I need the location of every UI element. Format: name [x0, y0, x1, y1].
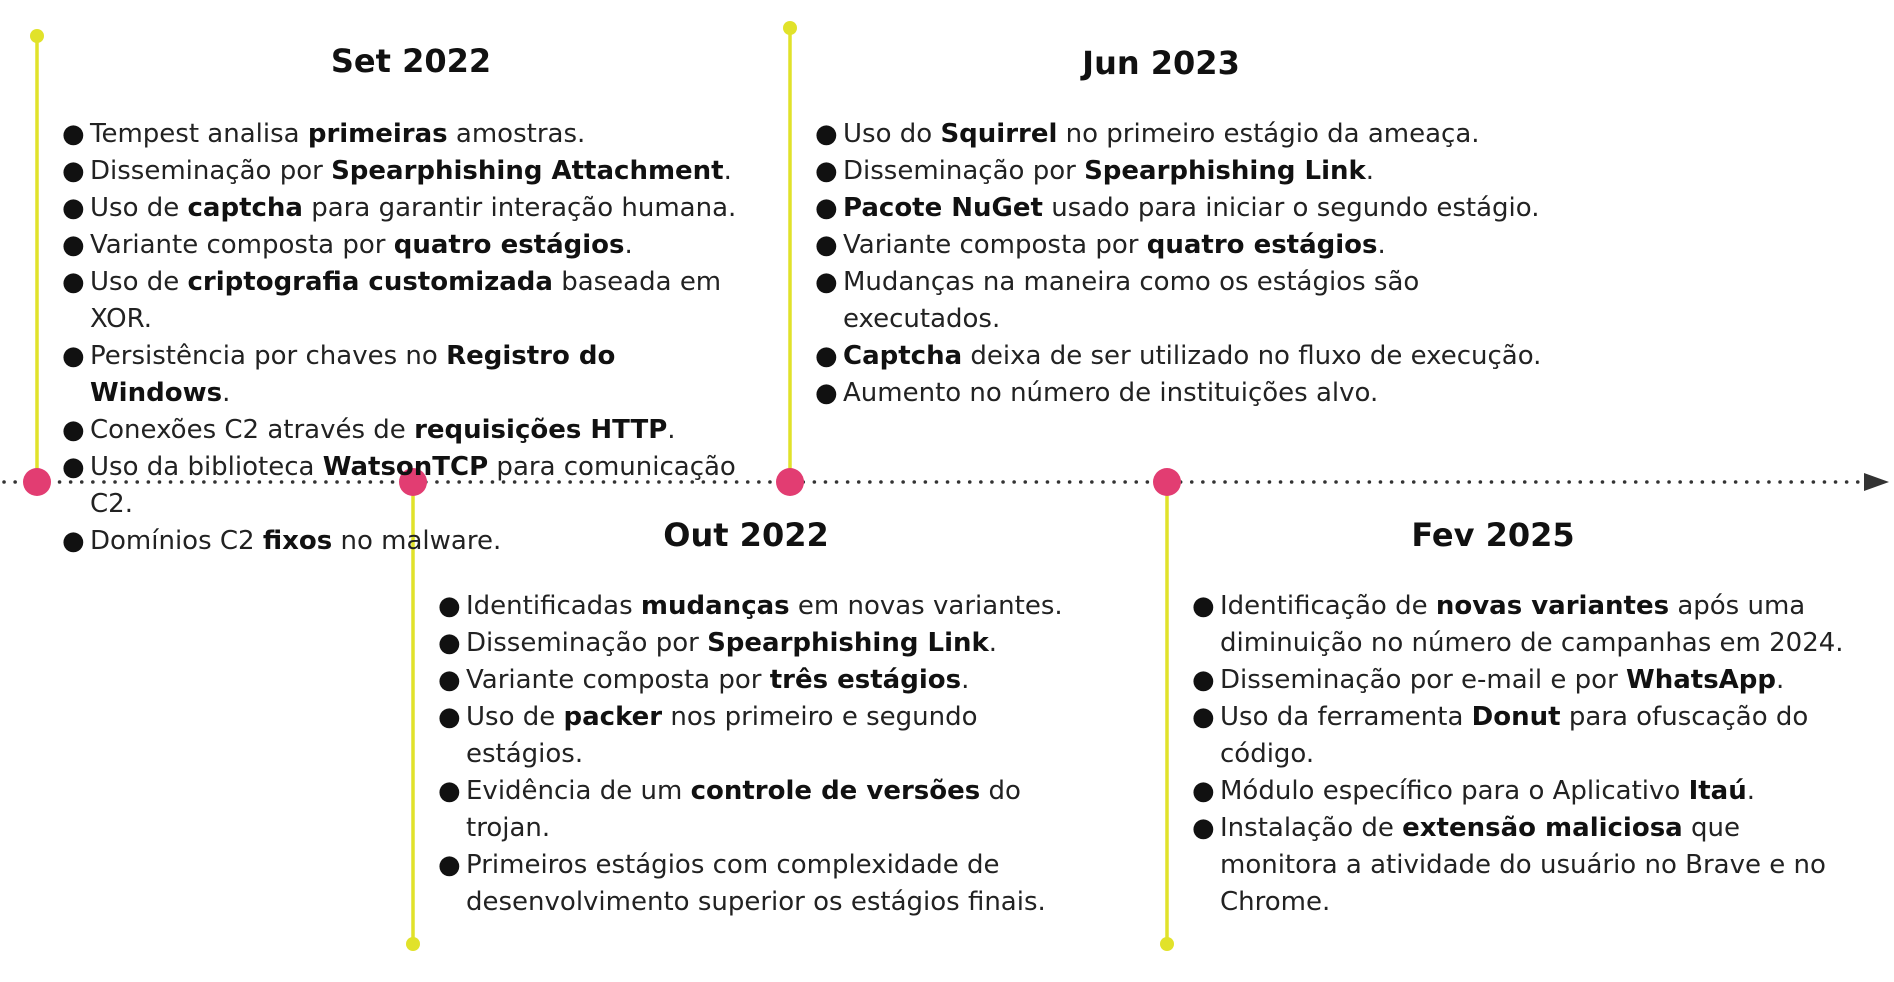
list-item-text: que monitora a atividade do usuário no Brave e no Chrome. [1220, 813, 1826, 917]
list-item [60, 190, 760, 227]
list-item-text: . [624, 230, 633, 260]
list-item-text: no primeiro estágio da ameaça. [1057, 119, 1480, 149]
list-item-bold-text: extensão maliciosa [1402, 813, 1683, 843]
event-list-out-2022 [436, 588, 1076, 921]
list-item-text: Primeiros estágios com complexidade de desenvolvimento superior os estágios finais. [466, 850, 1046, 917]
list-item [813, 190, 1573, 227]
list-item-text: . [1365, 156, 1375, 186]
list-item-text: Uso da ferramenta [1220, 702, 1472, 732]
list-item-text: . [1746, 776, 1755, 806]
bullet-icon: ● [62, 452, 85, 482]
list-item-bold-text: Registro do Windows [90, 341, 616, 408]
bullet-icon: ● [438, 850, 461, 880]
list-item-text: usado para iniciar o segundo estágio. [1042, 193, 1540, 223]
bullet-icon: ● [815, 119, 838, 149]
connector-end-dot-fev-2025 [1160, 937, 1174, 951]
bullet-icon: ● [1192, 702, 1215, 732]
list-item-text: Identificadas [466, 591, 641, 621]
list-item-bold-text: requisições HTTP [414, 415, 668, 445]
list-item-bold-text: Squirrel [940, 119, 1058, 149]
list-item [436, 662, 1076, 699]
list-item-text: Uso de [90, 193, 188, 223]
list-item-bold-text: mudanças [640, 591, 790, 621]
bullet-icon: ● [1192, 591, 1215, 621]
list-item-text: Instalação de [1220, 813, 1403, 843]
list-item-bold-text: quatro estágios [1146, 230, 1378, 260]
list-item-text: Uso da biblioteca [90, 452, 323, 482]
list-item-bold-text: criptografia customizada [187, 267, 553, 297]
list-item [60, 153, 760, 190]
list-item-text: Domínios C2 [90, 526, 263, 556]
list-item-text: . [222, 378, 231, 408]
bullet-icon: ● [815, 267, 838, 297]
bullet-icon: ● [815, 193, 838, 223]
bullet-icon: ● [815, 341, 838, 371]
bullet-icon: ● [62, 341, 85, 371]
list-item-text: Variante composta por [90, 230, 394, 260]
bullet-icon: ● [815, 156, 838, 186]
list-item-bold-text: Spearphishing Link [1084, 156, 1366, 186]
list-item [60, 338, 760, 412]
list-item-bold-text: primeiras [307, 119, 448, 149]
list-item [436, 588, 1076, 625]
list-item-text: Uso do [843, 119, 941, 149]
list-item-bold-text: packer [563, 702, 663, 732]
list-item-text: deixa de ser utilizado no fluxo de execução. [962, 341, 1542, 371]
list-item-text: . [667, 415, 676, 445]
list-item-text: . [988, 628, 998, 658]
list-item-bold-text: Spearphishing Attachment [331, 156, 724, 186]
bullet-icon: ● [62, 193, 85, 223]
list-item [60, 412, 760, 449]
list-item-text: . [961, 665, 970, 695]
list-item-text: em novas variantes. [789, 591, 1063, 621]
list-item-text: Conexões C2 através de [90, 415, 415, 445]
event-title-jun-2023: Jun 2023 [1082, 44, 1240, 82]
bullet-icon: ● [62, 526, 85, 556]
list-item-text: Variante composta por [843, 230, 1147, 260]
list-item-text: Uso de [466, 702, 564, 732]
connector-end-dot-out-2022 [406, 937, 420, 951]
list-item-text: . [723, 156, 732, 186]
list-item-text: do trojan. [466, 776, 1021, 843]
bullet-icon: ● [438, 665, 461, 695]
list-item-text: Variante composta por [466, 665, 770, 695]
list-item-bold-text: três estágios [769, 665, 962, 695]
list-item-bold-text: captcha [187, 193, 303, 223]
event-title-out-2022: Out 2022 [663, 516, 829, 554]
list-item-bold-text: Itaú [1688, 776, 1747, 806]
list-item [813, 153, 1573, 190]
bullet-icon: ● [438, 628, 461, 658]
list-item [813, 264, 1573, 338]
bullet-icon: ● [815, 378, 838, 408]
list-item [60, 264, 760, 338]
bullet-icon: ● [438, 591, 461, 621]
list-item-bold-text: controle de versões [690, 776, 981, 806]
connector-end-dot-set-2022 [30, 29, 44, 43]
list-item-text: Evidência de um [466, 776, 691, 806]
list-item-text: para ofuscação do código. [1220, 702, 1809, 769]
event-list-jun-2023 [813, 116, 1573, 412]
list-item-text: Aumento no número de instituições alvo. [843, 378, 1379, 408]
list-item-text: Uso de [90, 267, 188, 297]
connector-end-dot-jun-2023 [783, 21, 797, 35]
bullet-icon: ● [815, 230, 838, 260]
bullet-icon: ● [62, 156, 85, 186]
event-list-set-2022 [60, 116, 760, 560]
event-list-fev-2025 [1190, 588, 1860, 921]
list-item [436, 773, 1076, 847]
list-item-text: nos primeiro e segundo estágios. [466, 702, 978, 769]
node-jun-2023 [776, 468, 804, 496]
list-item-bold-text: novas variantes [1435, 591, 1670, 621]
list-item [60, 116, 760, 153]
list-item-text: Identificação de [1220, 591, 1436, 621]
event-title-set-2022: Set 2022 [330, 42, 492, 80]
list-item [813, 116, 1573, 153]
list-item [60, 227, 760, 264]
list-item-text: Disseminação por e-mail e por [1220, 665, 1627, 695]
list-item-bold-text: WatsonTCP [322, 452, 489, 482]
event-title-fev-2025: Fev 2025 [1411, 516, 1575, 554]
list-item-text: . [1776, 665, 1785, 695]
bullet-icon: ● [438, 702, 461, 732]
bullet-icon: ● [1192, 665, 1215, 695]
timeline-arrow-head [1864, 473, 1889, 491]
node-set-2022 [23, 468, 51, 496]
list-item-text: amostras. [447, 119, 586, 149]
list-item [1190, 773, 1860, 810]
list-item [1190, 588, 1860, 662]
list-item-bold-text: quatro estágios [393, 230, 625, 260]
list-item [1190, 810, 1860, 921]
list-item-text: Persistência por chaves no [90, 341, 447, 371]
bullet-icon: ● [62, 415, 85, 445]
list-item [436, 699, 1076, 773]
list-item [813, 227, 1573, 264]
bullet-icon: ● [1192, 813, 1215, 843]
list-item-text: após uma diminuição no número de campanhas em 2024. [1220, 591, 1844, 658]
list-item-text: para comunicação C2. [90, 452, 736, 519]
list-item-text: para garantir interação humana. [302, 193, 737, 223]
list-item [813, 375, 1573, 412]
list-item [1190, 699, 1860, 773]
list-item-text: Mudanças na maneira como os estágios são executados. [843, 267, 1420, 334]
bullet-icon: ● [62, 119, 85, 149]
list-item-text: Disseminação por [843, 156, 1085, 186]
list-item-bold-text: fixos [262, 526, 333, 556]
bullet-icon: ● [62, 267, 85, 297]
list-item-text: Módulo específico para o Aplicativo [1220, 776, 1689, 806]
bullet-icon: ● [1192, 776, 1215, 806]
list-item-text: no malware. [332, 526, 502, 556]
node-fev-2025 [1153, 468, 1181, 496]
list-item-bold-text: WhatsApp [1626, 665, 1777, 695]
list-item [60, 449, 760, 523]
list-item-bold-text: Spearphishing Link [707, 628, 989, 658]
list-item-bold-text: Pacote NuGet [843, 193, 1043, 223]
bullet-icon: ● [62, 230, 85, 260]
list-item-bold-text: Donut [1471, 702, 1561, 732]
list-item-text: Tempest analisa [90, 119, 308, 149]
list-item-text: Disseminação por [466, 628, 708, 658]
list-item [813, 338, 1573, 375]
list-item-text: . [1377, 230, 1386, 260]
list-item [436, 847, 1076, 921]
list-item-bold-text: Captcha [843, 341, 963, 371]
list-item [1190, 662, 1860, 699]
list-item-text: baseada em XOR. [90, 267, 722, 334]
bullet-icon: ● [438, 776, 461, 806]
list-item [436, 625, 1076, 662]
list-item-text: Disseminação por [90, 156, 332, 186]
